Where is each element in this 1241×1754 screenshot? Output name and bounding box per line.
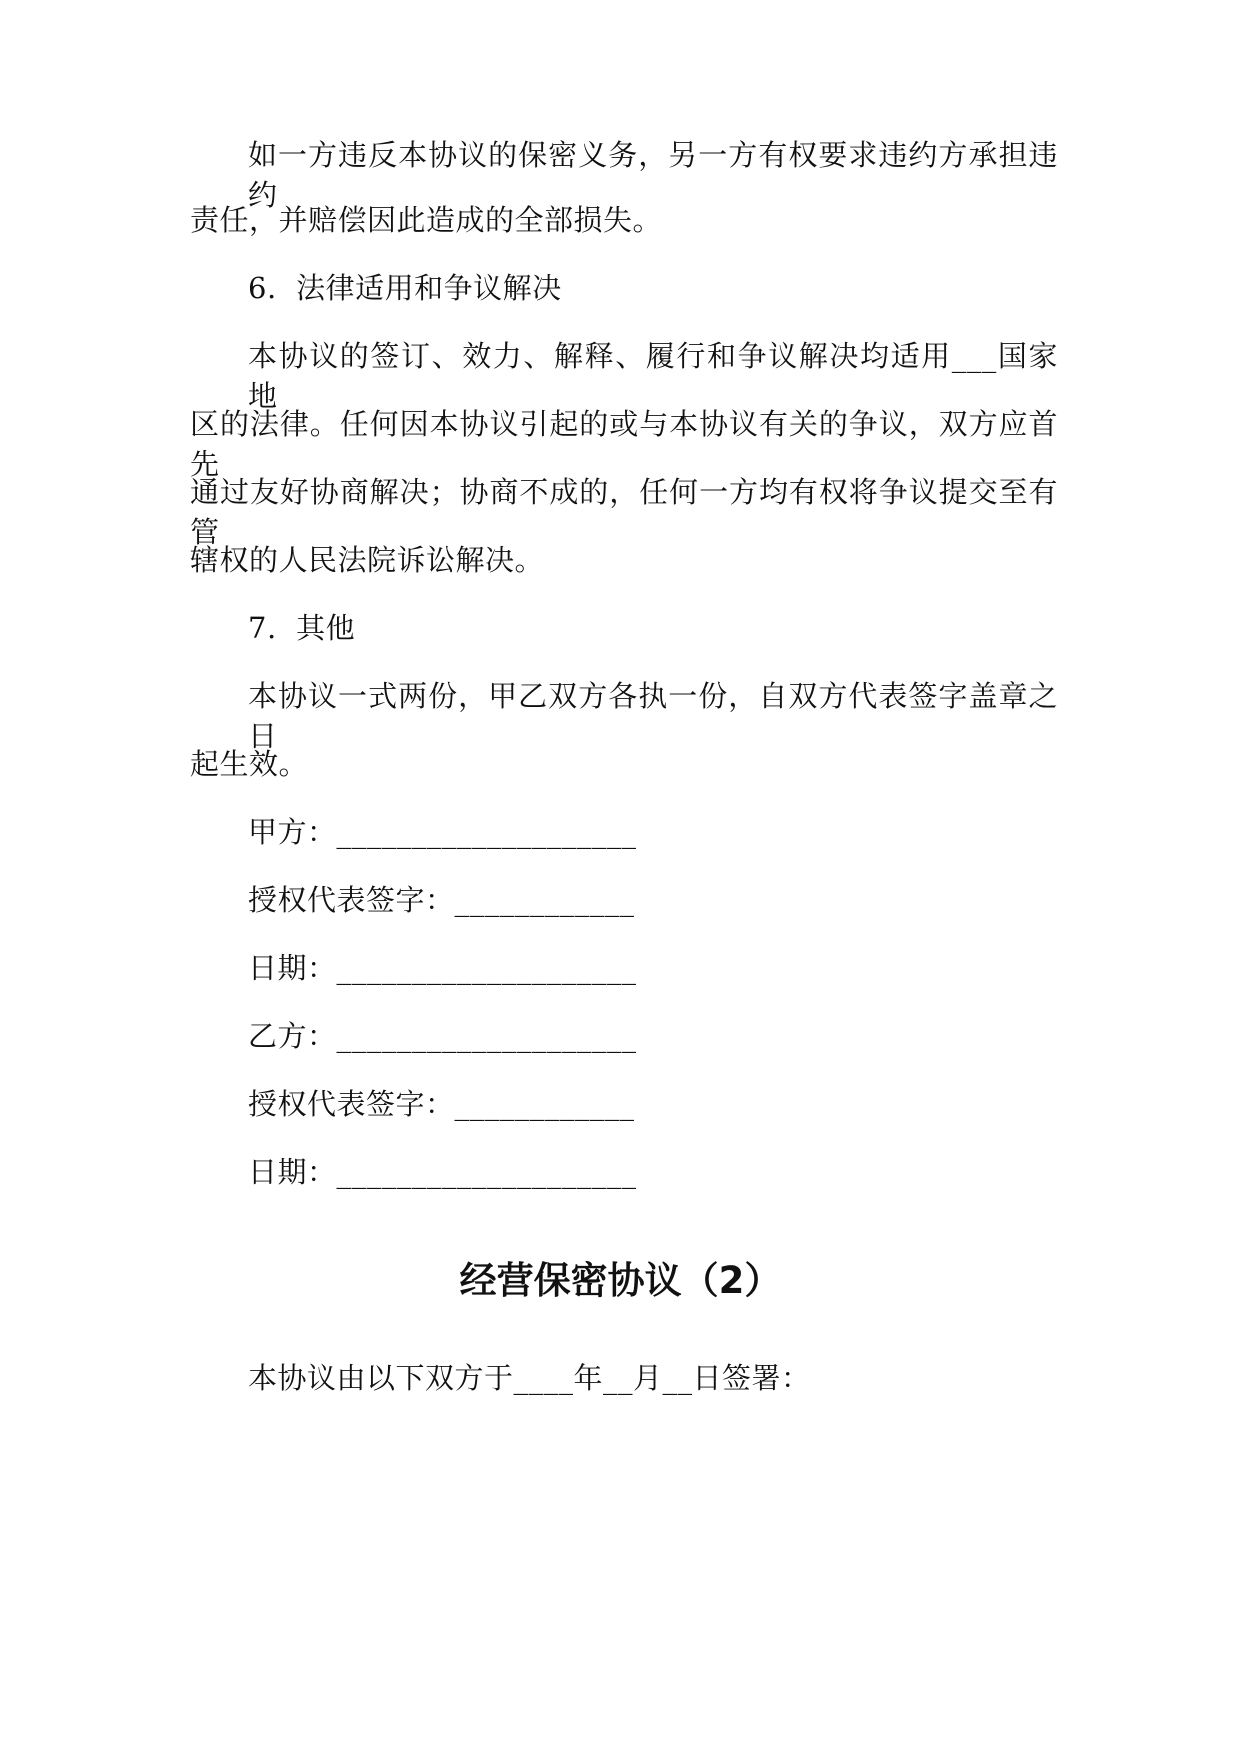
second-agreement-intro: 本协议由以下双方于____年__月__日签署： <box>248 1361 811 1395</box>
other-paragraph-line-2: 起生效。 <box>190 747 309 781</box>
law-paragraph-line-2: 区的法律。任何因本协议引起的或与本协议有关的争议，双方应首先 <box>190 407 1058 481</box>
breach-paragraph-line-2: 责任，并赔偿因此造成的全部损失。 <box>190 203 663 237</box>
section-7-heading: 7. 其他 <box>248 611 356 645</box>
party-b-signature-line: 乙方：____________________ <box>248 1019 637 1053</box>
party-b-representative-line: 授权代表签字：____________ <box>248 1087 635 1121</box>
second-agreement-title: 经营保密协议（2） <box>459 1259 782 1302</box>
breach-paragraph-line-1: 如一方违反本协议的保密义务，另一方有权要求违约方承担违约 <box>248 138 1058 212</box>
law-paragraph-line-3: 通过友好协商解决；协商不成的，任何一方均有权将争议提交至有管 <box>190 475 1058 549</box>
party-a-representative-line: 授权代表签字：____________ <box>248 883 635 917</box>
other-paragraph-line-1: 本协议一式两份，甲乙双方各执一份，自双方代表签字盖章之日 <box>248 679 1058 753</box>
law-paragraph-line-4: 辖权的人民法院诉讼解决。 <box>190 543 545 577</box>
law-paragraph-line-1: 本协议的签订、效力、解释、履行和争议解决均适用___国家地 <box>248 339 1058 413</box>
party-a-date-line: 日期：____________________ <box>248 951 637 985</box>
section-6-heading: 6. 法律适用和争议解决 <box>248 271 562 305</box>
party-b-date-line: 日期：____________________ <box>248 1155 637 1189</box>
party-a-signature-line: 甲方：____________________ <box>248 815 637 849</box>
